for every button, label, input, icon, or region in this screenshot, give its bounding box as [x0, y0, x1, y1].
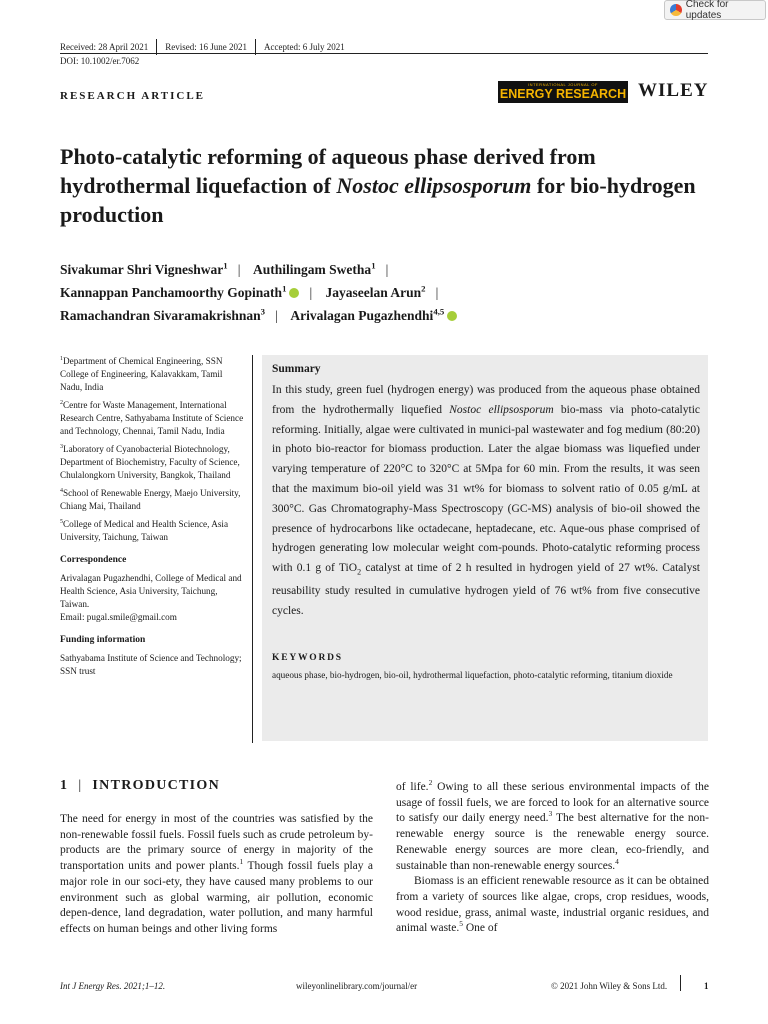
citation[interactable]: 5: [459, 919, 463, 929]
citation[interactable]: 2: [428, 778, 433, 788]
affiliations: [60, 355, 245, 683]
footer-copyright: © 2021 John Wiley & Sons Ltd.: [551, 981, 668, 991]
body-column-right: of life.$^2$ Owing to all these serious environmental impacts of the usage of fossil fuels, we are forced to look for an alternative source to satisfy our daily energy need.$^3$ The best alternative for the non-renewable energy source is the renewable energy source. Renewable energy sources are more clean, eco-friendly, and sustainable than non-renewable energy sources.$^4$ Biomass is an efficient renewable resource as it can be obtained from a variety of sources like algae, crops, crop residues, woods, wood residue, grass, animal waste, industrial organic residues, and animal waste.$^5$ One of: [396, 778, 710, 935]
publisher-logo: WILEY: [638, 80, 709, 101]
footer-citation: Int J Energy Res. 2021;1–12.: [60, 981, 166, 991]
affiliation: $^5$College of Medical and Health Science, Asia University, Taichung, Taiwan: [60, 518, 229, 542]
affiliation: $^2$Centre for Waste Management, International Research Centre, Sathyabama Institute of Science and Technology, Chennai, Tamil Nadu, India: [60, 399, 244, 436]
correspondence-heading: Correspondence: [60, 555, 127, 565]
summary-text: In this study, green fuel (hydrogen energy) was produced from the aqueous phase obtained from the hydrothermally liquefied Nostoc ellipsosporum bio-mass via photo-catalytic reforming. Initially, algae were cultivated in munici-pal wastewater and fog medium (80:20) in photo bio-reactor for biomass production. Later the algae biomass was liquefied under varying temperature of 220°C to 320°C at 5Mpa for 60 min. From the results, it was seen that the maximum bio-oil yield was 31 wt% for biomass to solvent ratio of 0.05 g/mL at 300°C. Gas Chromatography-Mass Spectroscopy (GC-MS) analysis of bio-oil showed the presence of hydrocarbons like octadecane, heptadecane, etc. Aque-ous phase comprised of hydrogen generating low molecular weight com-pounds. Photo-catalytic reforming process with 0.1 g of TiO$_2$ catalyst at time of 2 h resulted in hydrogen yield of 27 wt%. Catalyst reusability study resulted in cumulative hydrogen yield of 76 wt% from five consecutive cycles.: [272, 384, 700, 618]
author[interactable]: Ramachandran Sivaramakrishnan$^3$: [60, 306, 266, 323]
header-rule: [60, 53, 708, 54]
keywords-text: aqueous phase, bio-hydrogen, bio-oil, hydrothermal liquefaction, photo-catalytic reforming, titanium dioxide: [272, 670, 673, 680]
body-column-left: The need for energy in most of the countries was satisfied by the non-renewable fossil fuels. Fossil fuels such as crude petroleum by-products are the primary source of energy in majority of the transportation units and power plants.$^1$ Though fossil fuels play a major role in our soci-ety, they have caused many problems to our environment such as global warming, air pollution, economic depen-dence, land degradation, water pollution, and many harmful effects on human beings and other living forms: [60, 813, 373, 935]
section-heading: 1 | INTRODUCTION: [60, 778, 221, 793]
received-date: Received: 28 April 2021: [60, 42, 149, 52]
footer-divider: [680, 975, 681, 991]
summary-heading: Summary: [272, 363, 321, 375]
author[interactable]: Sivakumar Shri Vigneshwar$^1$: [60, 260, 228, 277]
page-number: 1: [704, 981, 709, 991]
orcid-icon[interactable]: [289, 288, 299, 298]
orcid-icon[interactable]: [447, 311, 457, 321]
doi[interactable]: DOI: 10.1002/er.7062: [60, 56, 140, 66]
check-for-updates-label: Check for updates: [685, 0, 729, 21]
funding-text: Sathyabama Institute of Science and Technology; SSN trust: [60, 653, 242, 676]
journal-logo: INTERNATIONAL JOURNAL OF ENERGY RESEARCH: [499, 82, 627, 102]
crossmark-icon: [670, 4, 682, 16]
affiliation: $^3$Laboratory of Cyanobacterial Biotechnology, Department of Biochemistry, Faculty of Science, Chulalongkorn University, Bangkok, Thailand: [60, 443, 240, 480]
author-list: Sivakumar Shri Vigneshwar$^1$ | Authilingam Swetha$^1$ | Kannappan Panchamoorthy Gopinath$^1$ | Jayaseelan Arun$^2$ | Ramachandran Sivaramakrishnan$^3$ | Arivalagan Pugazhendhi$^{4,5}$: [60, 258, 720, 327]
article-type: RESEARCH ARTICLE: [60, 90, 206, 102]
citation[interactable]: 4: [615, 856, 619, 866]
funding-heading: Funding information: [60, 635, 146, 645]
column-divider: [252, 355, 253, 743]
citation[interactable]: 1: [239, 857, 244, 867]
accepted-date: Accepted: 6 July 2021: [263, 42, 345, 52]
article-title: Photo-catalytic reforming of aqueous phase derived from hydrothermal liquefaction of Nostoc ellipsosporum for bio-hydrogen production: [60, 144, 696, 227]
correspondence-text: Arivalagan Pugazhendhi, College of Medical and Health Science, Asia University, Taichung, Taiwan.: [60, 573, 242, 609]
author[interactable]: Jayaseelan Arun$^2$: [325, 283, 426, 300]
author[interactable]: Kannappan Panchamoorthy Gopinath$^1$: [60, 283, 287, 300]
affiliation: $^1$Department of Chemical Engineering, SSN College of Engineering, Kalavakkam, Tamil Nadu, India: [60, 355, 223, 392]
affiliation: $^4$School of Renewable Energy, Maejo University, Chiang Mai, Thailand: [60, 487, 241, 511]
check-for-updates-button[interactable]: [664, 0, 766, 20]
author[interactable]: Authilingam Swetha$^1$: [253, 260, 376, 277]
author[interactable]: Arivalagan Pugazhendhi$^{4,5}$: [290, 306, 445, 323]
correspondence-email[interactable]: Email: pugal.smile@gmail.com: [60, 612, 177, 622]
citation[interactable]: 3: [548, 809, 553, 819]
footer-url[interactable]: wileyonlinelibrary.com/journal/er: [296, 981, 418, 991]
keywords-heading: KEYWORDS: [272, 653, 343, 663]
revised-date: Revised: 16 June 2021: [165, 42, 247, 52]
